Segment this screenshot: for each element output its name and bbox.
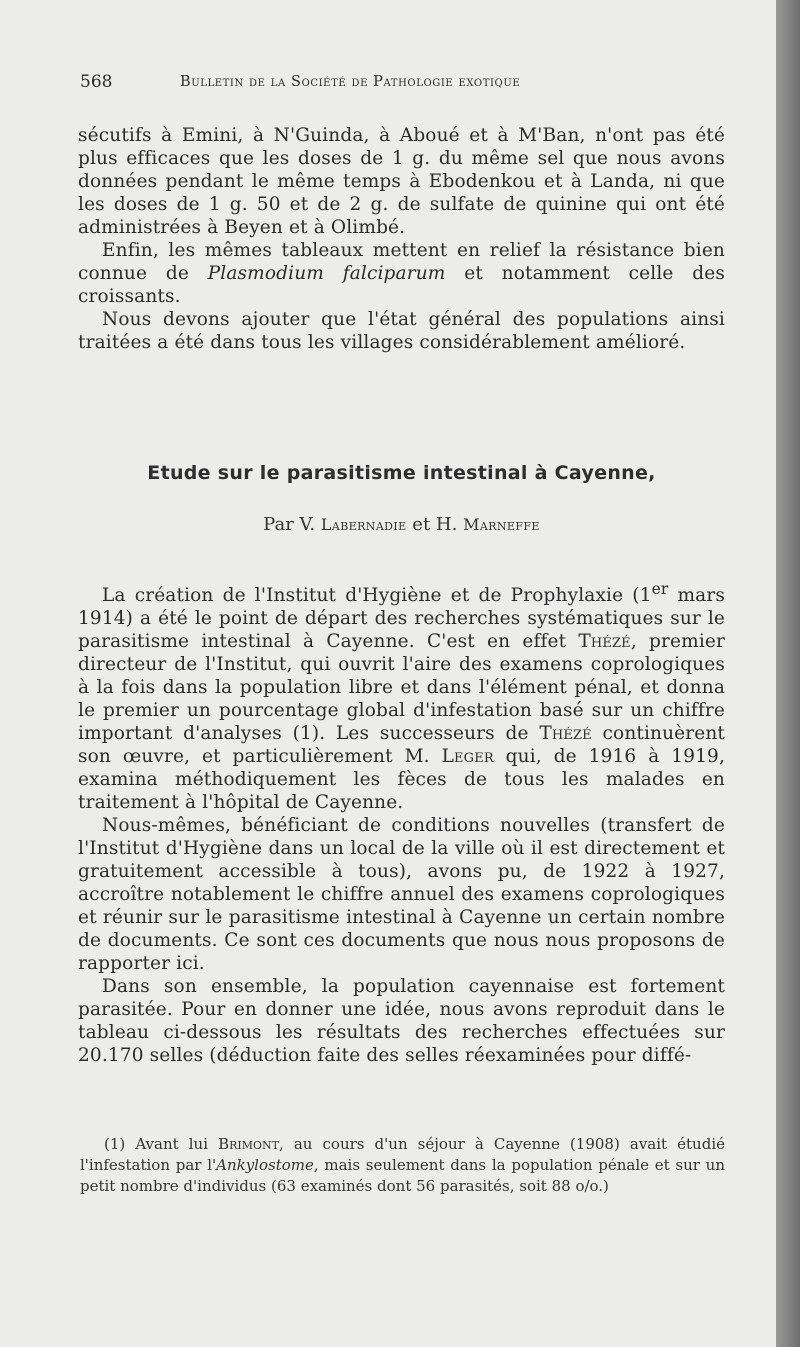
p1-part-a: La création de l'Institut d'Hygiène et de Prophylaxie (1: [102, 585, 652, 607]
footnote: [80, 1134, 725, 1197]
article-authors: [78, 514, 725, 535]
authors-prefix: Par V.: [263, 514, 316, 535]
p1-part-b: mars 1914) a été le point de départ des recherches systématiques sur le parasitisme intestinal à Cayenne. C'est en effet: [78, 585, 725, 653]
footnote-part-a: (1) Avant lui: [104, 1135, 219, 1153]
page-header: [80, 72, 720, 100]
footnote-part-b: , au cours d'un séjour à Cayenne (1908) avait étudié l'infestation par l': [80, 1135, 725, 1174]
continuation-text: [78, 124, 725, 354]
footnote-1: [80, 1134, 725, 1197]
author-1: Labernadie: [320, 515, 407, 534]
superscript-er: er: [651, 580, 669, 598]
p2-text-after: et notamment celle des croissants.: [78, 263, 725, 307]
name-theze: Thézé: [578, 631, 631, 653]
p1-part-d: continuèrent son œuvre, et particulièrement M.: [78, 723, 725, 768]
footnote-part-c: , mais seulement dans la population pénale et sur un petit nombre d'individus (63 examinés dont 56 parasités, soit 88 o/o.): [80, 1156, 725, 1195]
name-leger: Leger: [441, 746, 494, 768]
page-edge-shadow: [776, 0, 800, 1347]
p1-part-c: , premier directeur de l'Institut, qui ouvrit l'aire des examens coprologiques à la fois dans la population libre et dans l'élément pénal, et donna le premier un pourcentage global d'infestation basé sur un chiffre important d'analyses (1). Les successeurs de: [78, 631, 725, 745]
page-number: 568: [80, 72, 113, 92]
body-paragraph-2: Nous-mêmes, bénéficiant de conditions nouvelles (transfert de l'Institut d'Hygiène dans un local de la ville où il est directement et gratuitement accessible à tous), avons pu, de 1922 à 1927, accroître notablement le chiffre annuel des examens coprologiques et réunir sur le parasitisme intestinal à Cayenne un certain nombre de documents. Ce sont ces documents que nous nous proposons de rapporter ici.: [78, 815, 725, 975]
continuation-paragraph-2: [78, 239, 725, 308]
authors-conjunction: et H.: [412, 514, 458, 535]
name-theze-2: Thézé: [539, 723, 592, 745]
p1-part-e: qui, de 1916 à 1919, examina méthodiquement les fèces de tous les malades en traitement à l'hôpital de Cayenne.: [78, 746, 725, 814]
species-name: Plasmodium falciparum: [207, 263, 446, 284]
continuation-paragraph-1: sécutifs à Emini, à N'Guinda, à Aboué et à M'Ban, n'ont pas été plus efficaces que les doses de 1 g. du même sel que nous avons données pendant le même temps à Ebodenkou et à Landa, ni que les doses de 1 g. 50 et de 2 g. de sulfate de quinine qui ont été administrées à Beyen et à Olimbé.: [78, 125, 725, 238]
article-body: [78, 578, 725, 1067]
name-brimont: Brimont: [218, 1135, 279, 1153]
genus-name: Ankylostome: [216, 1156, 314, 1174]
running-title: Bulletin de la Société de Pathologie exotique: [180, 74, 521, 90]
body-paragraph-1: [78, 578, 725, 814]
body-paragraph-3: Dans son ensemble, la population cayennaise est fortement parasitée. Pour en donner une idée, nous avons reproduit dans le tableau ci-dessous les résultats des recherches effectuées sur 20.170 selles (déduction faite des selles réexaminées pour diffé-: [78, 976, 725, 1067]
continuation-paragraph-3: Nous devons ajouter que l'état général des populations ainsi traitées a été dans tous les villages considérablement amélioré.: [78, 309, 725, 353]
article-title: Etude sur le parasitisme intestinal à Cayenne,: [147, 462, 656, 484]
p2-text-before: Enfin, les mêmes tableaux mettent en relief la résistance bien connue de: [78, 240, 725, 284]
author-2: Marneffe: [463, 515, 540, 534]
